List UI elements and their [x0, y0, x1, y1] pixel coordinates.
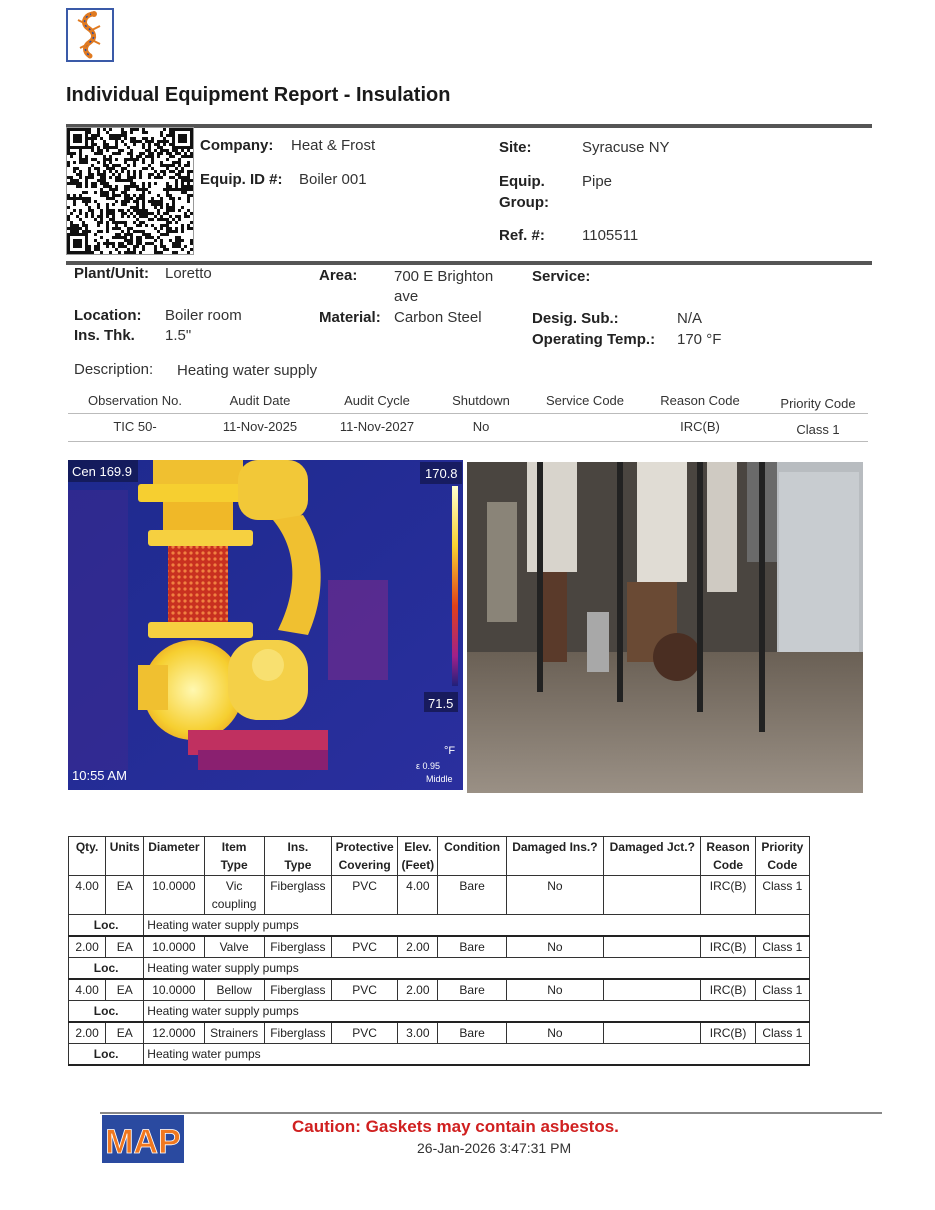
company-value: Heat & Frost [291, 137, 376, 154]
map-logo [102, 1115, 184, 1163]
op-temp-label: Operating Temp.: [532, 331, 656, 348]
table-loc-row [69, 1044, 810, 1066]
col-header-ins-type: Ins. Type [264, 837, 331, 876]
cell-covering: PVC [332, 979, 398, 1001]
footer-divider [100, 1112, 882, 1114]
table-row [69, 876, 810, 915]
thermal-min-temp: 71.5 [428, 696, 454, 711]
cell-damaged-ins: No [506, 1022, 603, 1044]
table-header-row [69, 837, 810, 876]
col-header-units: Units [106, 837, 144, 876]
obs-header-audit-date: Audit Date [229, 393, 291, 408]
cell-qty: 4.00 [69, 876, 106, 915]
thermal-image [68, 460, 463, 790]
cell-covering: PVC [332, 1022, 398, 1044]
cell-condition: Bare [438, 936, 506, 958]
area-label: Area: [319, 267, 358, 284]
cell-elev: 3.00 [398, 1022, 438, 1044]
thermal-mode: Middle [426, 774, 453, 784]
thermal-unit: °F [444, 745, 456, 757]
qr-code-icon [66, 127, 194, 255]
op-temp-value: 170 °F [677, 331, 722, 348]
obs-value-priority-code: Class 1 [796, 422, 840, 437]
col-header-item-type: Item Type [204, 837, 264, 876]
thermal-max-temp: 170.8 [425, 466, 458, 481]
table-loc-row [69, 915, 810, 937]
table-loc-row [69, 958, 810, 980]
desig-sub-label: Desig. Sub.: [532, 310, 619, 327]
location-label: Location: [74, 307, 142, 324]
cell-loc-value: Heating water supply pumps [144, 915, 810, 937]
salamander-logo-icon [66, 8, 114, 62]
cell-item-type: Valve [204, 936, 264, 958]
cell-condition: Bare [438, 979, 506, 1001]
cell-ins-type: Fiberglass [264, 1022, 331, 1044]
cell-ins-type: Fiberglass [264, 979, 331, 1001]
thermal-center-temp: Cen 169.9 [72, 464, 132, 479]
ref-value: 1105511 [582, 227, 639, 244]
caution-text: Caution: Gaskets may contain asbestos. [292, 1117, 619, 1136]
cell-loc-value: Heating water supply pumps [144, 1001, 810, 1023]
obs-header-reason-code: Reason Code [660, 393, 740, 408]
location-value: Boiler room [165, 307, 242, 324]
site-value: Syracuse NY [582, 139, 670, 156]
col-header-diameter: Diameter [144, 837, 204, 876]
table-row [69, 1022, 810, 1044]
plant-label: Plant/Unit: [74, 265, 149, 282]
cell-elev: 2.00 [398, 936, 438, 958]
obs-value-audit-cycle: 11-Nov-2027 [339, 419, 415, 434]
cell-diameter: 10.0000 [144, 979, 204, 1001]
cell-loc-label: Loc. [69, 958, 144, 980]
cell-reason-code: IRC(B) [701, 979, 755, 1001]
cell-units: EA [106, 979, 144, 1001]
cell-ins-type: Fiberglass [264, 876, 331, 915]
col-header-qty: Qty. [69, 837, 106, 876]
cell-item-type: Vic coupling [204, 876, 264, 915]
thermal-emissivity: ε 0.95 [416, 761, 441, 771]
obs-value-observation-no: TIC 50- [113, 419, 157, 434]
description-value: Heating water supply [177, 362, 318, 379]
cell-damaged-jct [604, 876, 701, 915]
obs-header-shutdown: Shutdown [452, 393, 510, 408]
col-header-reason-code: Reason Code [701, 837, 755, 876]
cell-loc-value: Heating water supply pumps [144, 958, 810, 980]
cell-units: EA [106, 936, 144, 958]
material-value: Carbon Steel [394, 309, 482, 326]
ins-thk-value: 1.5" [165, 327, 192, 344]
cell-reason-code: IRC(B) [701, 876, 755, 915]
cell-units: EA [106, 876, 144, 915]
cell-loc-label: Loc. [69, 1044, 144, 1066]
equipment-photo [467, 462, 863, 793]
obs-header-audit-cycle: Audit Cycle [344, 393, 410, 408]
cell-item-type: Strainers [204, 1022, 264, 1044]
table-row [69, 936, 810, 958]
cell-priority-code: Class 1 [755, 936, 809, 958]
cell-loc-label: Loc. [69, 915, 144, 937]
thermal-time: 10:55 AM [72, 768, 127, 783]
equip-id-value: Boiler 001 [299, 171, 367, 188]
obs-value-shutdown: No [472, 419, 490, 434]
cell-elev: 2.00 [398, 979, 438, 1001]
cell-damaged-ins: No [506, 936, 603, 958]
col-header-elev: Elev. (Feet) [398, 837, 438, 876]
material-label: Material: [319, 309, 381, 326]
desig-sub-value: N/A [677, 310, 703, 327]
cell-covering: PVC [332, 936, 398, 958]
report-timestamp: 26-Jan-2026 3:47:31 PM [417, 1140, 572, 1156]
table-loc-row [69, 1001, 810, 1023]
col-header-damaged-jct: Damaged Jct.? [604, 837, 701, 876]
insulation-items-table [68, 836, 810, 1066]
obs-header-priority-code: Priority Code [780, 396, 856, 411]
cell-ins-type: Fiberglass [264, 936, 331, 958]
obs-value-audit-date: 11-Nov-2025 [222, 419, 298, 434]
ref-label: Ref. #: [499, 227, 545, 244]
cell-reason-code: IRC(B) [701, 936, 755, 958]
cell-item-type: Bellow [204, 979, 264, 1001]
cell-qty: 2.00 [69, 1022, 106, 1044]
cell-damaged-ins: No [506, 979, 603, 1001]
cell-priority-code: Class 1 [755, 876, 809, 915]
cell-loc-label: Loc. [69, 1001, 144, 1023]
area-value: 700 E Brighton ave [394, 268, 494, 305]
table-row [69, 979, 810, 1001]
equip-id-label: Equip. ID #: [200, 171, 283, 188]
cell-loc-value: Heating water pumps [144, 1044, 810, 1066]
cell-priority-code: Class 1 [755, 1022, 809, 1044]
ins-thk-label: Ins. Thk. [74, 327, 135, 344]
cell-condition: Bare [438, 876, 506, 915]
plant-value: Loretto [165, 265, 212, 282]
cell-covering: PVC [332, 876, 398, 915]
company-label: Company: [200, 137, 274, 154]
description-label: Description: [74, 361, 154, 378]
cell-elev: 4.00 [398, 876, 438, 915]
obs-header-observation-no: Observation No. [88, 393, 182, 408]
cell-reason-code: IRC(B) [701, 1022, 755, 1044]
col-header-protective-covering: Protective Covering [332, 837, 398, 876]
observation-row-rule [68, 441, 868, 442]
col-header-condition: Condition [438, 837, 506, 876]
col-header-damaged-ins: Damaged Ins.? [506, 837, 603, 876]
service-label: Service: [532, 268, 591, 285]
obs-value-reason-code: IRC(B) [680, 419, 720, 434]
observation-header-rule [68, 413, 868, 414]
col-header-priority-code: Priority Code [755, 837, 809, 876]
cell-qty: 4.00 [69, 979, 106, 1001]
cell-damaged-ins: No [506, 876, 603, 915]
svg-text:MAP: MAP [105, 1123, 181, 1161]
cell-damaged-jct [604, 936, 701, 958]
cell-diameter: 12.0000 [144, 1022, 204, 1044]
cell-priority-code: Class 1 [755, 979, 809, 1001]
cell-damaged-jct [604, 1022, 701, 1044]
equip-group-label: Equip. Group: [499, 173, 549, 211]
cell-diameter: 10.0000 [144, 876, 204, 915]
equip-group-value: Pipe [582, 173, 613, 190]
obs-header-service-code: Service Code [545, 393, 625, 408]
report-title: Individual Equipment Report - Insulation [66, 84, 451, 106]
cell-units: EA [106, 1022, 144, 1044]
cell-damaged-jct [604, 979, 701, 1001]
site-label: Site: [499, 139, 532, 156]
cell-qty: 2.00 [69, 936, 106, 958]
cell-diameter: 10.0000 [144, 936, 204, 958]
cell-condition: Bare [438, 1022, 506, 1044]
